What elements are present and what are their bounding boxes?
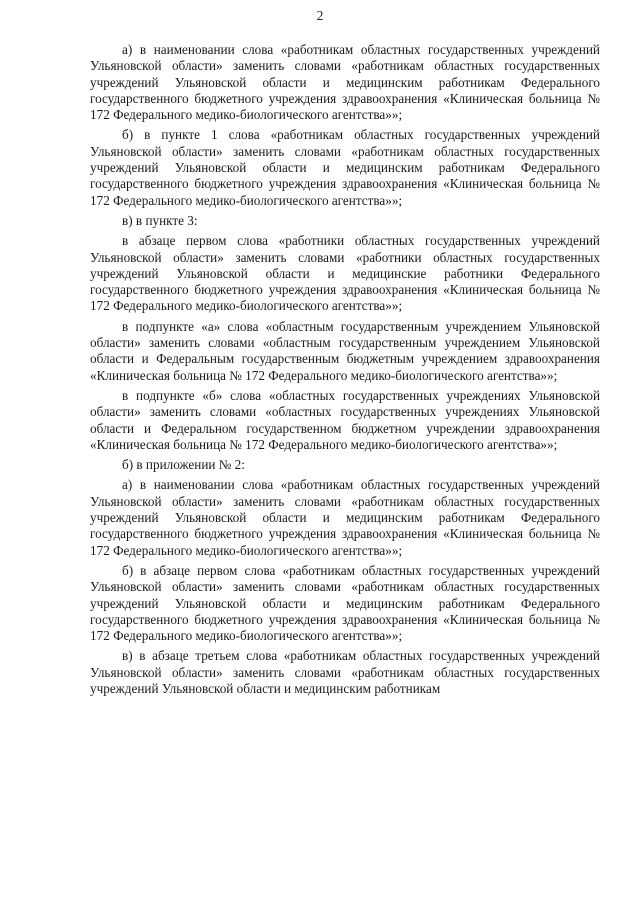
paragraph-item3-subitem-b: в подпункте «б» слова «областных государственных учреждениях Ульяновской области» заменить словами «областных государственных учреждениях Ульяновской области и Федеральном государственном бюджетном учреждении здравоохранения «Клиническая больница № 172 Федерального медико-биологического агентства»»; [90, 387, 600, 452]
paragraph-appendix2-a-title: а) в наименовании слова «работникам областных государственных учреждений Ульяновской области» заменить словами «работникам областных государственных учреждений Ульяновской области и медицинским работникам Федерального государственного бюджетного учреждения здравоохранения «Клиническая больница № 172 Федерального медико-биологического агентства»»; [90, 477, 600, 558]
paragraph-appendix-2: б) в приложении № 2: [122, 457, 245, 473]
paragraph-appendix2-b-first-clause: б) в абзаце первом слова «работникам областных государственных учреждений Ульяновской области» заменить словами «работникам областных государственных учреждений Ульяновской области и медицинским работникам Федерального государственного бюджетного учреждения здравоохранения «Клиническая больница № 172 Федерального медико-биологического агентства»»; [90, 562, 600, 644]
paragraph-v-item3: в) в пункте 3: [122, 212, 198, 228]
page-number: 2 [316, 8, 324, 23]
paragraph-a-title: а) в наименовании слова «работникам областных государственных учреждений Ульяновской области» заменить словами «работникам областных государственных учреждений Ульяновской области и медицинским работникам Федерального государственного бюджетного учреждения здравоохранения «Клиническая больница № 172 Федерального медико-биологического агентства»»; [90, 42, 600, 123]
paragraph-item3-first-clause: в абзаце первом слова «работники областных государственных учреждений Ульяновской области» заменить словами «работники областных государственных учреждений Ульяновской области и медицинские работники Федерального государственного бюджетного учреждения здравоохранения «Клиническая больница № 172 Федерального медико-биологического агентства»»; [90, 233, 600, 314]
paragraph-item3-subitem-a: в подпункте «а» слова «областным государственным учреждением Ульяновской области» заменить словами «областным государственным учреждением Ульяновской области и Федеральным государственным бюджетным учреждением здравоохранения «Клиническая больница № 172 Федерального медико-биологического агентства»»; [90, 318, 600, 383]
document-body [90, 42, 600, 701]
paragraph-appendix2-v-third-clause: в) в абзаце третьем слова «работникам областных государственных учреждений Ульяновской области» заменить словами «работникам областных государственных учреждений Ульяновской области и медицинским работникам [90, 648, 600, 696]
paragraph-b-item1: б) в пункте 1 слова «работникам областных государственных учреждений Ульяновской области» заменить словами «работникам областных государственных учреждений Ульяновской области и медицинским работникам Федерального государственного бюджетного учреждения здравоохранения «Клиническая больница № 172 Федерального медико-биологического агентства»»; [90, 127, 600, 208]
